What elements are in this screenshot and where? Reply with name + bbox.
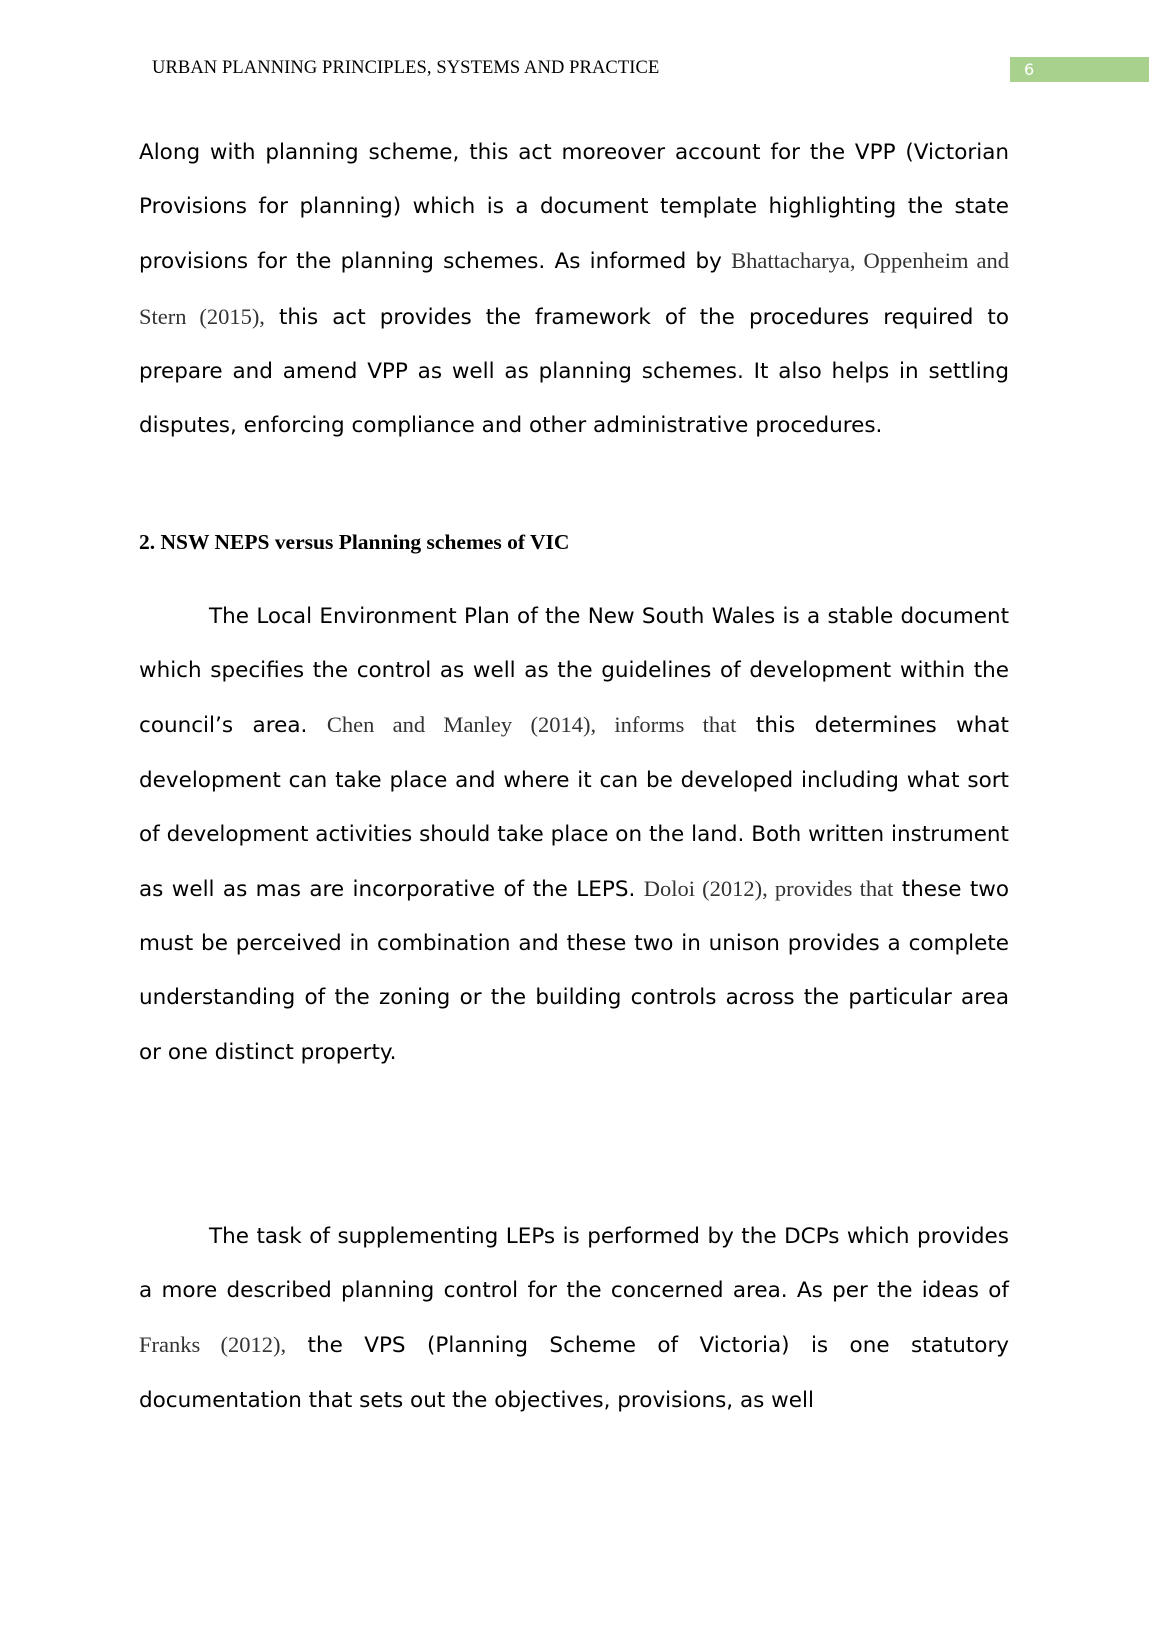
citation-chen-manley: Chen and Manley (2014), informs that [326, 712, 737, 738]
running-head: URBAN PLANNING PRINCIPLES, SYSTEMS AND PRACTICE [152, 58, 660, 78]
paragraph-3-text-a: The task of supplementing LEPs is performed by the DCPs which provides a more described planning control for the concerned area. As per the ideas of [139, 1224, 1009, 1304]
paragraph-3-text-b: the VPS (Planning Scheme of Victoria) is one statutory documentation that sets out the objectives, provisions, as well [139, 1333, 1010, 1413]
paragraph-1-text-a: Along with planning scheme, this act moreover account for the VPP (Victorian Provisions for planning) which is a document template highlighting the state provisions for the planning schemes. As informed by [139, 140, 1009, 275]
paragraph-1-text-b: this act provides the framework of the procedures required to prepare and amend VPP as well as planning schemes. It also helps in settling disputes, enforcing compliance and other administrative procedures. [139, 304, 1009, 439]
citation-franks: Franks (2012), [139, 1332, 287, 1358]
paragraph-2-text-c: these two must be perceived in combination and these two in unison provides a complete understanding of the zoning or the building controls across the particular area or one distinct property. [139, 877, 1009, 1065]
citation-bhattacharya: Bhattacharya, Oppenheim and Stern (2015), [139, 248, 1009, 329]
citation-doloi: Doloi (2012), provides that [643, 876, 894, 902]
paragraph-1 [139, 126, 1009, 453]
paragraph-3 [139, 1210, 1009, 1428]
paragraph-2-text-a: The Local Environment Plan of the New South Wales is a stable document which specifies the control as well as the guidelines of development within the council’s area. [139, 604, 1009, 739]
paragraph-2-text-b: this determines what development can take place and where it can be developed including what sort of development activities should take place on the land. Both written instrument as well as mas are incorporative of the LEPS. [139, 713, 1009, 903]
section-heading: 2. NSW NEPS versus Planning schemes of VIC [139, 530, 570, 554]
page-number: 6 [1010, 57, 1149, 82]
paragraph-2 [139, 590, 1009, 1080]
